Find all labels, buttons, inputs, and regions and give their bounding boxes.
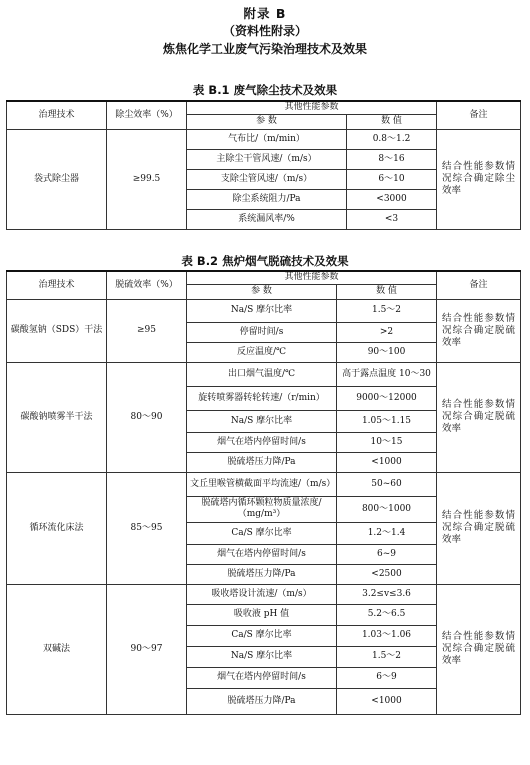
param-name: 旋转喷雾器转轮转速/（r/min） bbox=[187, 386, 337, 410]
param-value: <1000 bbox=[337, 688, 437, 714]
param-value: 3.2≤v≤3.6 bbox=[337, 584, 437, 604]
param-name: 吸收液 pH 值 bbox=[187, 604, 337, 625]
header-other-params: 其他性能参数 bbox=[187, 271, 437, 284]
param-name: 支除尘管风速/（m/s） bbox=[187, 169, 347, 189]
appendix-label: 附录 B bbox=[243, 6, 287, 21]
efficiency-value: ≥99.5 bbox=[107, 129, 187, 229]
header-efficiency: 除尘效率（%） bbox=[107, 101, 187, 129]
param-value: 1.03～1.06 bbox=[337, 625, 437, 646]
header-remark: 备注 bbox=[437, 271, 521, 299]
param-name: 脱硫塔压力降/Pa bbox=[187, 452, 337, 472]
efficiency-value: 80～90 bbox=[107, 362, 187, 472]
header-value: 数 值 bbox=[337, 284, 437, 299]
param-name: Na/S 摩尔比率 bbox=[187, 646, 337, 667]
table1-caption: 表 B.1 废气除尘技术及效果 bbox=[192, 83, 338, 97]
param-value: 1.2～1.4 bbox=[337, 522, 437, 544]
table-row bbox=[7, 472, 521, 496]
tech-name: 双碱法 bbox=[7, 584, 107, 714]
param-value: 800～1000 bbox=[337, 496, 437, 522]
efficiency-value: ≥95 bbox=[107, 299, 187, 362]
param-name: 脱硫塔压力降/Pa bbox=[187, 688, 337, 714]
table-row bbox=[7, 362, 521, 386]
tech-name: 袋式除尘器 bbox=[7, 129, 107, 229]
table2-caption: 表 B.2 焦炉烟气脱硫技术及效果 bbox=[181, 254, 349, 268]
table-row bbox=[7, 129, 521, 149]
param-name: 停留时间/s bbox=[187, 322, 337, 342]
param-value: 90～100 bbox=[337, 342, 437, 362]
param-name: 烟气在塔内停留时间/s bbox=[187, 432, 337, 452]
param-name: 系统漏风率/% bbox=[187, 209, 347, 229]
header-param: 参 数 bbox=[187, 284, 337, 299]
param-value: <3000 bbox=[347, 189, 437, 209]
param-value: 6~9 bbox=[337, 544, 437, 564]
tech-name: 碳酸氢钠（SDS）干法 bbox=[7, 299, 107, 362]
param-value: 9000～12000 bbox=[337, 386, 437, 410]
param-value: <1000 bbox=[337, 452, 437, 472]
param-name: 吸收塔设计流速/（m/s） bbox=[187, 584, 337, 604]
param-value: 1.5～2 bbox=[337, 646, 437, 667]
header-value: 数 值 bbox=[347, 114, 437, 129]
table-row bbox=[7, 299, 521, 322]
header-remark: 备注 bbox=[437, 101, 521, 129]
param-value: 1.05～1.15 bbox=[337, 410, 437, 432]
param-name: 烟气在塔内停留时间/s bbox=[187, 544, 337, 564]
header-tech: 治理技术 bbox=[7, 101, 107, 129]
param-value: 6～10 bbox=[347, 169, 437, 189]
param-value: 8～16 bbox=[347, 149, 437, 169]
param-name: Ca/S 摩尔比率 bbox=[187, 625, 337, 646]
remark-cell: 结合性能参数情况综合确定除尘效率 bbox=[437, 129, 521, 229]
remark-cell: 结合性能参数情况综合确定脱硫效率 bbox=[437, 362, 521, 472]
appendix-type: （资料性附录） bbox=[222, 24, 307, 38]
efficiency-value: 90～97 bbox=[107, 584, 187, 714]
param-name: 反应温度/℃ bbox=[187, 342, 337, 362]
remark-cell: 结合性能参数情况综合确定脱硫效率 bbox=[437, 584, 521, 714]
remark-cell: 结合性能参数情况综合确定脱硫效率 bbox=[437, 472, 521, 584]
param-name: 脱硫塔压力降/Pa bbox=[187, 564, 337, 584]
param-name: Na/S 摩尔比率 bbox=[187, 410, 337, 432]
header-row bbox=[7, 101, 521, 114]
header-efficiency: 脱硫效率（%） bbox=[107, 271, 187, 299]
param-value: 1.5～2 bbox=[337, 299, 437, 322]
table-row bbox=[7, 584, 521, 604]
param-value: 10～15 bbox=[337, 432, 437, 452]
param-name: 除尘系统阻力/Pa bbox=[187, 189, 347, 209]
remark-cell: 结合性能参数情况综合确定脱硫效率 bbox=[437, 299, 521, 362]
param-name: 文丘里喉管横截面平均流速/（m/s） bbox=[187, 472, 337, 496]
param-name: 出口烟气温度/℃ bbox=[187, 362, 337, 386]
param-value: 50~60 bbox=[337, 472, 437, 496]
param-name: 烟气在塔内停留时间/s bbox=[187, 667, 337, 688]
param-name: 气布比/（m/min） bbox=[187, 129, 347, 149]
param-name: Ca/S 摩尔比率 bbox=[187, 522, 337, 544]
header-row bbox=[7, 271, 521, 284]
desulfurization-table bbox=[6, 270, 521, 715]
param-value: <2500 bbox=[337, 564, 437, 584]
param-value: 高于露点温度 10～30 bbox=[337, 362, 437, 386]
param-value: 5.2～6.5 bbox=[337, 604, 437, 625]
param-value: 0.8～1.2 bbox=[347, 129, 437, 149]
param-value: >2 bbox=[337, 322, 437, 342]
efficiency-value: 85～95 bbox=[107, 472, 187, 584]
tech-name: 碳酸钠喷雾半干法 bbox=[7, 362, 107, 472]
header-param: 参 数 bbox=[187, 114, 347, 129]
tech-name: 循环流化床法 bbox=[7, 472, 107, 584]
dust-removal-table bbox=[6, 100, 521, 230]
param-value: 6～9 bbox=[337, 667, 437, 688]
param-name: 主除尘干管风速/（m/s） bbox=[187, 149, 347, 169]
param-value: <3 bbox=[347, 209, 437, 229]
param-name: 脱硫塔内循环颗粒物质量浓度/（mg/m³） bbox=[187, 496, 337, 522]
document-title: 炼焦化学工业废气污染治理技术及效果 bbox=[162, 42, 367, 56]
header-tech: 治理技术 bbox=[7, 271, 107, 299]
param-name: Na/S 摩尔比率 bbox=[187, 299, 337, 322]
header-other-params: 其他性能参数 bbox=[187, 101, 437, 114]
